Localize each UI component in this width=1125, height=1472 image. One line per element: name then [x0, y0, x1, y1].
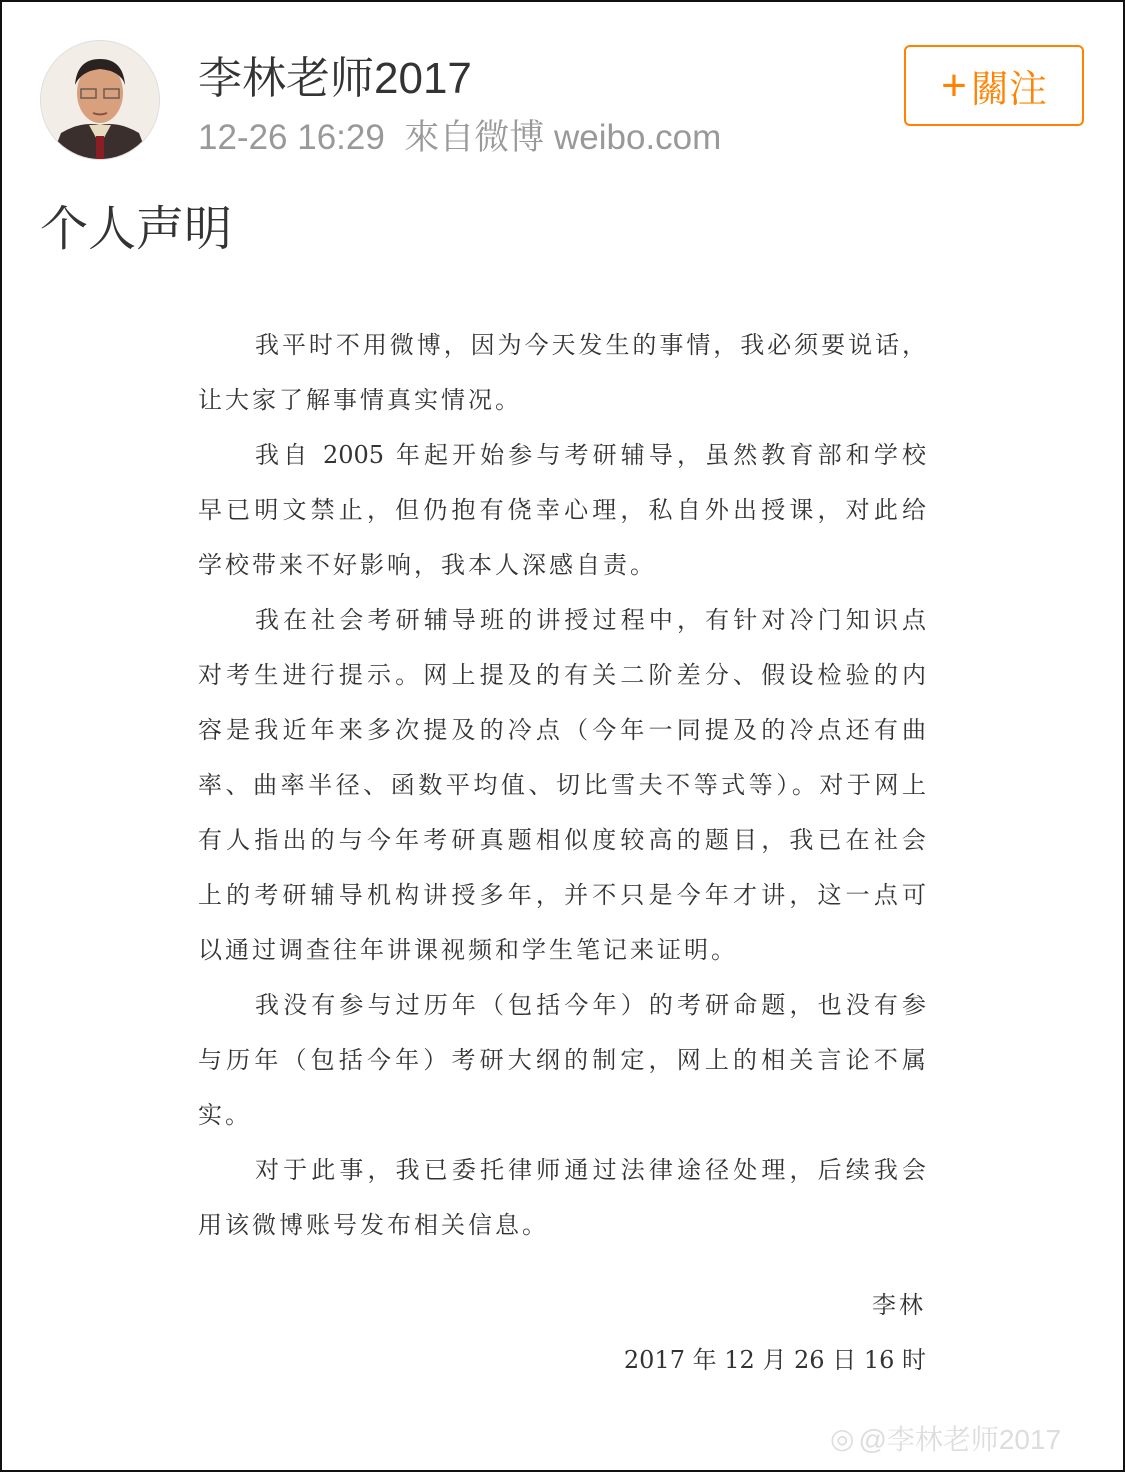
avatar[interactable]	[40, 40, 160, 160]
statement-line: 我平时不用微博，因为今天发生的事情，我必须要说话，	[255, 331, 926, 359]
statement-line: 上的考研辅导机构讲授多年，并不只是今年才讲，这一点可	[198, 881, 926, 909]
plus-icon: +	[941, 60, 967, 110]
statement-document	[198, 325, 926, 1260]
statement-line: 对考生进行提示。网上提及的有关二阶差分、假设检验的内	[198, 661, 926, 689]
statement-line: 学校带来不好影响，我本人深感自责。	[198, 551, 657, 579]
post-source[interactable]: 來自微博 weibo.com	[404, 118, 722, 157]
statement-date: 2017 年 12 月 26 日 16 时	[623, 1346, 926, 1374]
signature: 李林	[872, 1291, 926, 1319]
statement-line: 我自 2005 年起开始参与考研辅导，虽然教育部和学校	[255, 441, 926, 469]
statement-line: 与历年（包括今年）考研大纲的制定，网上的相关言论不属	[198, 1046, 926, 1074]
statement-line: 实。	[198, 1101, 252, 1129]
statement-line: 率、曲率半径、函数平均值、切比雪夫不等式等）。对于网上	[198, 771, 926, 799]
statement-line: 我在社会考研辅导班的讲授过程中，有针对冷门知识点	[255, 606, 926, 634]
watermark-text: @李林老师2017	[858, 1424, 1062, 1455]
statement-line: 我没有参与过历年（包括今年）的考研命题，也没有参	[255, 991, 926, 1019]
post-meta	[198, 110, 721, 160]
follow-button[interactable]	[904, 45, 1084, 126]
user-name[interactable]: 李林老师2017	[198, 54, 472, 103]
avatar-portrait-icon	[41, 41, 159, 159]
statement-line: 让大家了解事情真实情况。	[198, 386, 522, 414]
statement-line: 用该微博账号发布相关信息。	[198, 1211, 549, 1239]
statement-line: 早已明文禁止，但仍抱有侥幸心理，私自外出授课，对此给	[198, 496, 926, 524]
statement-line: 以通过调查往年讲课视频和学生笔记来证明。	[198, 936, 738, 964]
watermark	[830, 1418, 1061, 1458]
follow-label: 關注	[970, 69, 1047, 111]
weibo-logo-icon: ◎	[830, 1422, 855, 1454]
post-timestamp: 12-26 16:29	[198, 118, 385, 157]
statement-line: 有人指出的与今年考研真题相似度较高的题目，我已在社会	[198, 826, 926, 854]
statement-line: 容是我近年来多次提及的冷点（今年一同提及的冷点还有曲	[198, 716, 926, 744]
post-title: 个人声明	[40, 203, 233, 256]
statement-line: 对于此事，我已委托律师通过法律途径处理，后续我会	[255, 1156, 926, 1184]
